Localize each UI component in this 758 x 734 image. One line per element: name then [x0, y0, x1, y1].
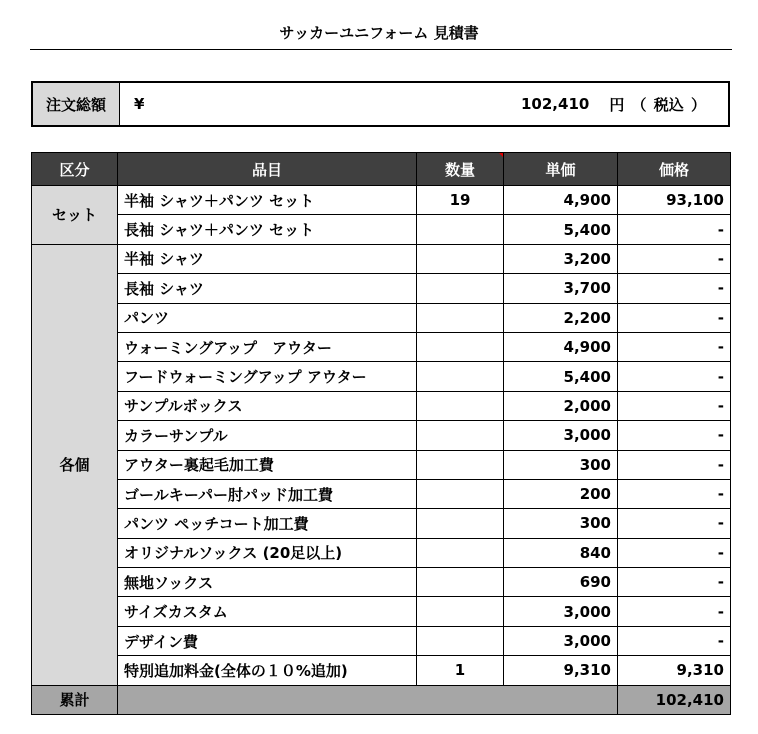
- order-total-box: [31, 81, 730, 127]
- item-price: -: [618, 332, 731, 361]
- item-quantity: [417, 421, 504, 450]
- item-quantity: [417, 597, 504, 626]
- item-unit-price: 2,000: [504, 391, 618, 420]
- item-unit-price: 690: [504, 568, 618, 597]
- header-item: 品目: [118, 153, 417, 186]
- table-row: [32, 450, 731, 479]
- table-row: [32, 421, 731, 450]
- item-unit-price: 9,310: [504, 656, 618, 685]
- order-total-suffix: 円 （ 税込 ）: [609, 95, 706, 114]
- item-price: 93,100: [618, 186, 731, 215]
- item-name: フードウォーミングアップ アウター: [118, 362, 417, 391]
- sum-value: 102,410: [618, 685, 731, 714]
- item-name: 半袖 シャツ＋パンツ セット: [118, 186, 417, 215]
- item-unit-price: 3,000: [504, 626, 618, 655]
- item-unit-price: 300: [504, 509, 618, 538]
- item-quantity: [417, 215, 504, 244]
- item-price: -: [618, 421, 731, 450]
- item-quantity: [417, 244, 504, 273]
- item-price: -: [618, 244, 731, 273]
- item-quantity: [417, 391, 504, 420]
- item-price: -: [618, 215, 731, 244]
- item-name: 特別追加料金(全体の１０%追加): [118, 656, 417, 685]
- item-name: デザイン費: [118, 626, 417, 655]
- item-price: -: [618, 597, 731, 626]
- item-name: サイズカスタム: [118, 597, 417, 626]
- item-price: -: [618, 391, 731, 420]
- item-price: -: [618, 274, 731, 303]
- item-name: オリジナルソックス (20足以上): [118, 538, 417, 567]
- category-set: セット: [32, 186, 118, 245]
- sum-blank: [118, 685, 618, 714]
- item-name: 半袖 シャツ: [118, 244, 417, 273]
- item-quantity: [417, 332, 504, 361]
- table-row: [32, 274, 731, 303]
- item-unit-price: 3,000: [504, 597, 618, 626]
- quote-table: [31, 152, 731, 715]
- item-price: -: [618, 362, 731, 391]
- currency-symbol: ¥: [134, 95, 145, 113]
- item-name: 無地ソックス: [118, 568, 417, 597]
- sum-row: [32, 685, 731, 714]
- table-row: [32, 656, 731, 685]
- order-total-value: 102,410: [521, 95, 590, 113]
- item-unit-price: 840: [504, 538, 618, 567]
- item-unit-price: 5,400: [504, 215, 618, 244]
- header-category: 区分: [32, 153, 118, 186]
- item-name: 長袖 シャツ: [118, 274, 417, 303]
- table-row: [32, 362, 731, 391]
- item-price: -: [618, 568, 731, 597]
- item-price: 9,310: [618, 656, 731, 685]
- item-quantity: [417, 303, 504, 332]
- item-name: ゴールキーパー肘パッド加工費: [118, 479, 417, 508]
- table-header-row: [32, 153, 731, 186]
- item-quantity: [417, 450, 504, 479]
- table-row: [32, 244, 731, 273]
- item-unit-price: 3,200: [504, 244, 618, 273]
- item-unit-price: 4,900: [504, 332, 618, 361]
- item-quantity: [417, 509, 504, 538]
- table-row: [32, 186, 731, 215]
- item-unit-price: 3,000: [504, 421, 618, 450]
- item-name: パンツ ペッチコート加工費: [118, 509, 417, 538]
- item-quantity: [417, 274, 504, 303]
- table-row: [32, 303, 731, 332]
- order-total-amount: [174, 83, 728, 125]
- item-price: -: [618, 626, 731, 655]
- header-unit-price: 単価: [504, 153, 618, 186]
- item-quantity: 1: [417, 656, 504, 685]
- item-quantity: [417, 568, 504, 597]
- table-row: [32, 509, 731, 538]
- table-row: [32, 626, 731, 655]
- item-price: -: [618, 479, 731, 508]
- table-row: [32, 538, 731, 567]
- item-unit-price: 5,400: [504, 362, 618, 391]
- item-quantity: 19: [417, 186, 504, 215]
- item-unit-price: 3,700: [504, 274, 618, 303]
- item-price: -: [618, 450, 731, 479]
- item-price: -: [618, 538, 731, 567]
- page-title: サッカーユニフォーム 見積書: [279, 24, 479, 42]
- item-name: パンツ: [118, 303, 417, 332]
- order-total-label: 注文総額: [33, 83, 120, 125]
- comment-indicator-icon: [499, 153, 503, 157]
- item-unit-price: 200: [504, 479, 618, 508]
- item-quantity: [417, 479, 504, 508]
- header-price: 価格: [618, 153, 731, 186]
- item-name: 長袖 シャツ＋パンツ セット: [118, 215, 417, 244]
- item-price: -: [618, 303, 731, 332]
- category-each: 各個: [32, 244, 118, 685]
- header-quantity: 数量: [417, 153, 504, 186]
- item-quantity: [417, 362, 504, 391]
- table-row: [32, 215, 731, 244]
- item-quantity: [417, 626, 504, 655]
- item-name: カラーサンプル: [118, 421, 417, 450]
- table-body: [32, 186, 731, 715]
- table-row: [32, 391, 731, 420]
- item-unit-price: 300: [504, 450, 618, 479]
- item-unit-price: 2,200: [504, 303, 618, 332]
- item-name: サンプルボックス: [118, 391, 417, 420]
- item-price: -: [618, 509, 731, 538]
- table-row: [32, 332, 731, 361]
- item-name: アウター裏起毛加工費: [118, 450, 417, 479]
- item-unit-price: 4,900: [504, 186, 618, 215]
- title-divider: [30, 49, 732, 50]
- table-row: [32, 568, 731, 597]
- table-row: [32, 479, 731, 508]
- table-row: [32, 597, 731, 626]
- item-quantity: [417, 538, 504, 567]
- sum-label: 累計: [32, 685, 118, 714]
- item-name: ウォーミングアップ アウター: [118, 332, 417, 361]
